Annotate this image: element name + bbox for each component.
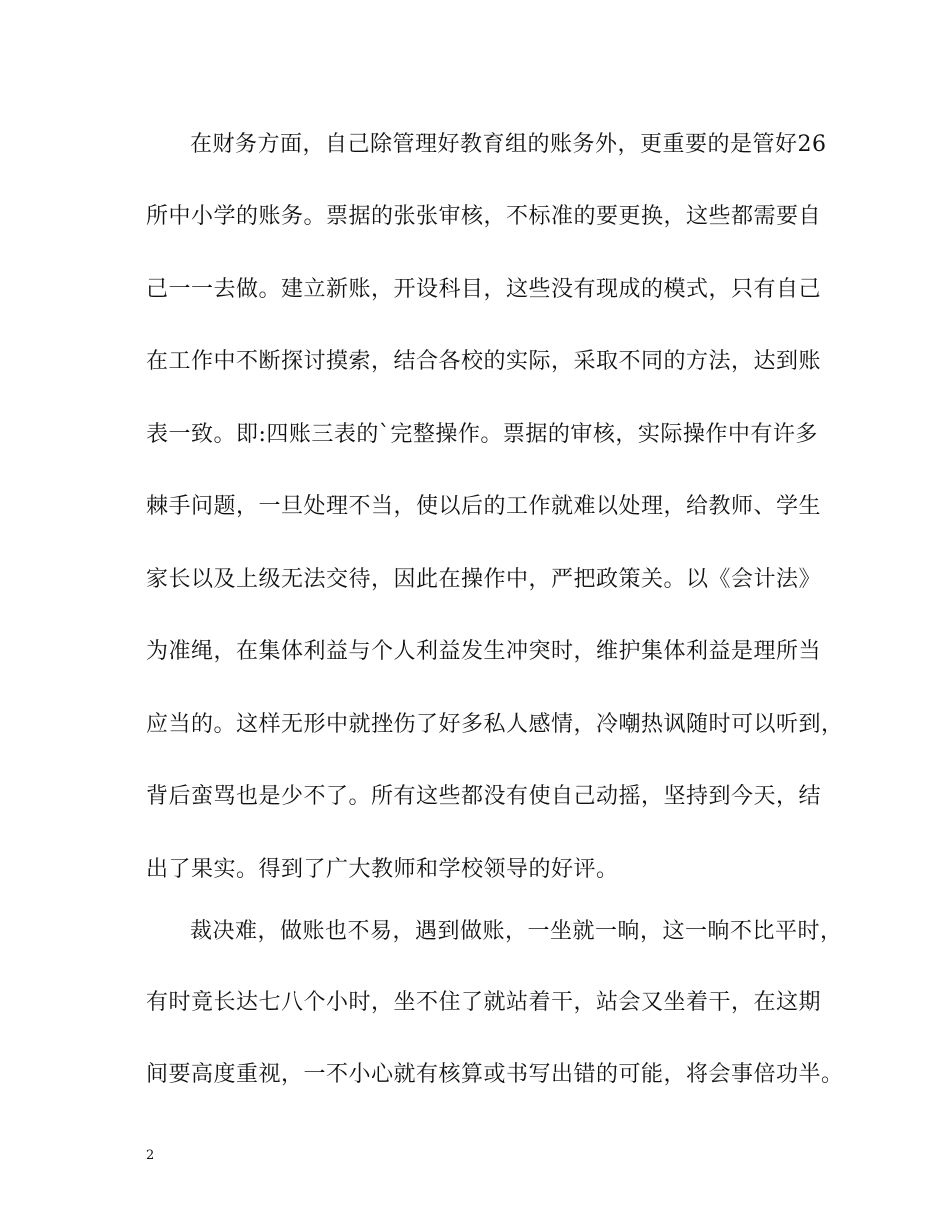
paragraph-1-line-10: 背后蛮骂也是少不了。所有这些都没有使自己动摇，坚持到今天，结 bbox=[146, 784, 822, 809]
paragraph-2-line-1: 裁决难，做账也不易，遇到做账，一坐就一晌，这一晌不比平时， bbox=[190, 919, 843, 944]
paragraph-1-line-11: 出了果实。得到了广大教师和学校领导的好评。 bbox=[146, 857, 619, 882]
paragraph-1-line-1: 在财务方面，自己除管理好教育组的账务外，更重要的是管好26 bbox=[190, 132, 827, 157]
paragraph-1-line-6: 棘手问题，一旦处理不当，使以后的工作就难以处理，给教师、学生 bbox=[146, 494, 822, 519]
page-number: 2 bbox=[146, 1148, 155, 1163]
paragraph-1-line-4: 在工作中不断探讨摸索，结合各校的实际，采取不同的方法，达到账 bbox=[146, 349, 822, 374]
paragraph-1-line-7: 家长以及上级无法交待，因此在操作中，严把政策关。以《会计法》 bbox=[146, 567, 822, 592]
paragraph-1-line-3: 己一一去做。建立新账，开设科目，这些没有现成的模式，只有自己 bbox=[146, 277, 822, 302]
paragraph-1-line-9: 应当的。这样无形中就挫伤了好多私人感情，冷嘲热讽随时可以听到， bbox=[146, 712, 844, 737]
paragraph-1-line-5: 表一致。即:四账三表的`完整操作。票据的审核，实际操作中有许多 bbox=[146, 422, 818, 447]
paragraph-1-line-8: 为准绳，在集体利益与个人利益发生冲突时，维护集体利益是理所当 bbox=[146, 639, 822, 664]
paragraph-2-line-2: 有时竟长达七八个小时，坐不住了就站着干，站会又坐着干，在这期 bbox=[146, 990, 822, 1015]
paragraph-2-line-3: 间要高度重视，一不小心就有核算或书写出错的可能，将会事倍功半。 bbox=[146, 1062, 844, 1087]
paragraph-1-line-2: 所中小学的账务。票据的张张审核，不标准的要更换，这些都需要自 bbox=[146, 204, 822, 229]
